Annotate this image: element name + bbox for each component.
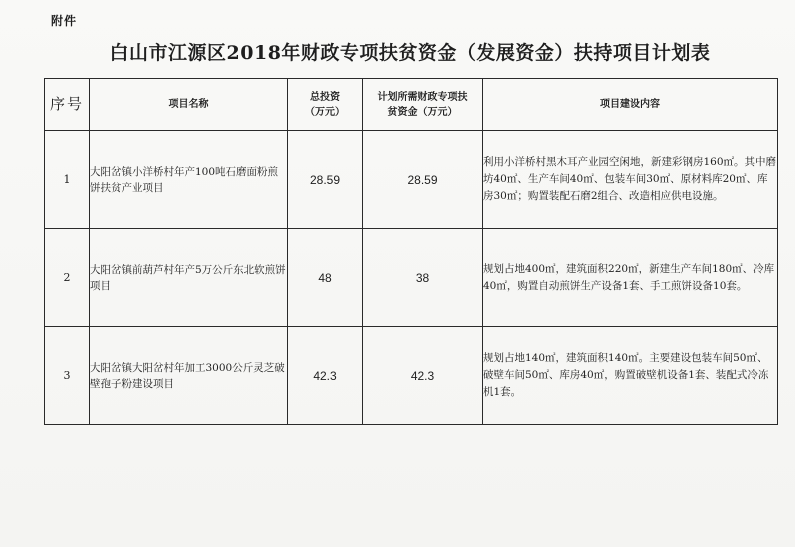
row-planned-funds: 28.59	[363, 131, 483, 229]
row-planned-funds: 38	[363, 229, 483, 327]
header-planned-funds: 计划所需财政专项扶 贫资金（万元）	[363, 79, 483, 131]
project-plan-table	[44, 78, 778, 425]
row-project-name: 大阳岔镇大阳岔村年加工3000公斤灵芝破壁孢子粉建设项目	[90, 327, 288, 425]
table-row	[45, 229, 778, 327]
table-header-row	[45, 79, 778, 131]
table-row	[45, 327, 778, 425]
table-row	[45, 131, 778, 229]
attachment-label: 附件	[51, 14, 78, 28]
row-construction-content: 规划占地400㎡，建筑面积220㎡，新建生产车间180㎡、冷库40㎡，购置自动煎饼生产设备1套、手工煎饼设备10套。	[483, 229, 778, 327]
row-seq: 3	[45, 327, 90, 425]
row-construction-content: 规划占地140㎡，建筑面积140㎡。主要建设包装车间50㎡、破壁车间50㎡、库房40㎡，购置破壁机设备1套、装配式冷冻机1套。	[483, 327, 778, 425]
row-construction-content: 利用小洋桥村黑木耳产业园空闲地，新建彩钢房160㎡。其中磨坊40㎡、生产车间40㎡、包装车间30㎡、原材料库20㎡、库房30㎡；购置装配石磨2组合、改造相应供电设施。	[483, 131, 778, 229]
row-seq: 2	[45, 229, 90, 327]
row-total-investment: 42.3	[288, 327, 363, 425]
row-planned-funds: 42.3	[363, 327, 483, 425]
row-seq: 1	[45, 131, 90, 229]
header-total-investment: 总投资 （万元）	[288, 79, 363, 131]
header-construction-content: 项目建设内容	[483, 79, 778, 131]
header-seq: 序号	[45, 79, 90, 131]
row-project-name: 大阳岔镇小洋桥村年产100吨石磨面粉煎饼扶贫产业项目	[90, 131, 288, 229]
document-title: 白山市江源区2018年财政专项扶贫资金（发展资金）扶持项目计划表	[109, 42, 711, 64]
row-total-investment: 28.59	[288, 131, 363, 229]
row-total-investment: 48	[288, 229, 363, 327]
header-project-name: 项目名称	[90, 79, 288, 131]
row-project-name: 大阳岔镇前葫芦村年产5万公斤东北软煎饼项目	[90, 229, 288, 327]
